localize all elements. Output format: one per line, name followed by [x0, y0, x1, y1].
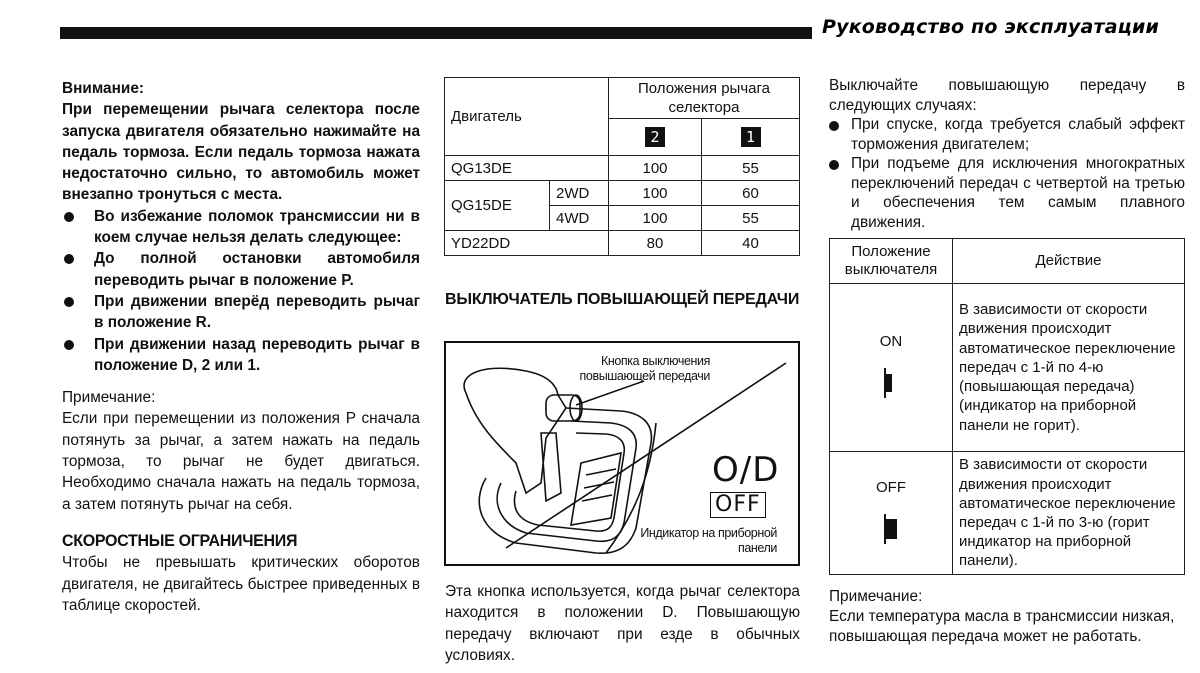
position-1-badge: 1 [741, 127, 761, 147]
overdrive-button-label: Кнопка выключения повышающей передачи [579, 354, 710, 383]
position-cell-off [830, 452, 953, 575]
engine-cell: QG13DE [445, 156, 609, 181]
left-column [62, 78, 420, 616]
warning-bullet: До полной остановки автомобиля переводить рычаг в положение P. [62, 248, 420, 291]
position-2-badge: 2 [645, 127, 665, 147]
position-2-cell [609, 119, 702, 156]
right-bullet: При подъеме для исключения многократных переключений передач с четвертой на третью и обеспечения тем самым плавного движения. [829, 154, 1185, 232]
drive-cell: 4WD [550, 206, 609, 231]
right-bullet: При спуске, когда требуется слабый эффект торможения двигателем; [829, 115, 1185, 154]
table-row [445, 231, 800, 256]
overdrive-description: Эта кнопка используется, когда рычаг селектора находится в положении D. Повышающую передачу включают при езде в обычных условиях. [445, 583, 800, 664]
position-1-cell [702, 119, 800, 156]
note-title: Примечание: [62, 389, 156, 407]
action-cell-on: В зависимости от скорости движения происходит автоматическое переключение передач с 1-й по 4-ю (повышающая передача) (индикатор на приборной панели не горит). [953, 284, 1185, 452]
warning-bullet: Во избежание поломок трансмиссии ни в коем случае нельзя делать следующее: [62, 206, 420, 249]
right-bullet-list [829, 115, 1185, 232]
speed-limits-heading: СКОРОСТНЫЕ ОГРАНИЧЕНИЯ [62, 532, 298, 551]
switch-pressed-icon [884, 514, 898, 544]
engine-cell: YD22DD [445, 231, 609, 256]
speed-pos2: 100 [609, 156, 702, 181]
position-cell-on [830, 284, 953, 452]
header-rule [60, 27, 812, 39]
switch-released-icon [884, 368, 898, 398]
speed-limits-text: Чтобы не превышать критических оборотов двигателя, не двигайтесь быстрее приведенных в таблице скоростей. [62, 554, 420, 614]
action-cell-off: В зависимости от скорости движения происходит автоматическое переключение передач с 1-й по 3-ю (горит индикатор на приборной панели). [953, 452, 1185, 575]
warning-bullet: При движении вперёд переводить рычаг в положение R. [62, 291, 420, 334]
table-row [445, 181, 800, 206]
off-indicator-box: OFF [710, 492, 766, 518]
speed-pos1: 55 [702, 206, 800, 231]
table-row [830, 452, 1185, 575]
header-action: Действие [953, 239, 1185, 284]
speed-pos2: 100 [609, 181, 702, 206]
position-off-label: OFF [876, 478, 906, 496]
od-indicator-text: O/D [712, 450, 780, 490]
note-text: Если при перемещении из положения P сначала потянуть за рычаг, а затем нажать на педаль тормоза, то рычаг не будет двигаться. Необходимо сначала нажать на педаль тормоза, а затем потянуть рычаг на себя. [62, 410, 420, 513]
right-intro: Выключайте повышающую передачу в следующих случаях: [829, 77, 1185, 114]
switch-position-table [829, 238, 1185, 575]
speed-pos1: 40 [702, 231, 800, 256]
speed-pos2: 100 [609, 206, 702, 231]
note-block [62, 387, 420, 515]
speed-pos1: 60 [702, 181, 800, 206]
right-column [829, 76, 1185, 232]
header-engine: Двигатель [445, 78, 609, 156]
overdrive-heading: ВЫКЛЮЧАТЕЛЬ ПОВЫШАЮЩЕЙ ПЕРЕДАЧИ [445, 291, 800, 308]
position-on-label: ON [879, 333, 903, 350]
warning-title: Внимание: [62, 80, 145, 97]
drive-cell: 2WD [550, 181, 609, 206]
warning-text: При перемещении рычага селектора после запуска двигателя обязательно нажимайте на педаль тормоза. Если педаль тормоза нажата недостаточно сильно, то автомобиль может внезапно тронуться с места. [62, 101, 420, 204]
right-note-title: Примечание: [829, 588, 923, 605]
header-positions: Положения рычага селектора [609, 78, 800, 119]
indicator-label: Индикатор на приборной панели [640, 526, 777, 555]
right-note-text: Если температура масла в трансмиссии низкая, повышающая передача может не работать. [829, 608, 1175, 645]
speed-pos1: 55 [702, 156, 800, 181]
speed-limits-table [444, 77, 800, 256]
engine-cell: QG15DE [445, 181, 550, 231]
warning-bullet-list [62, 206, 420, 376]
table-row [830, 284, 1185, 452]
table-row [445, 156, 800, 181]
speed-pos2: 80 [609, 231, 702, 256]
warning-bullet: При движении назад переводить рычаг в положение D, 2 или 1. [62, 334, 420, 377]
header-switch-position: Положение выключателя [830, 239, 953, 284]
page-header-title: Руководство по эксплуатации [822, 16, 1160, 38]
right-note [829, 587, 1189, 647]
